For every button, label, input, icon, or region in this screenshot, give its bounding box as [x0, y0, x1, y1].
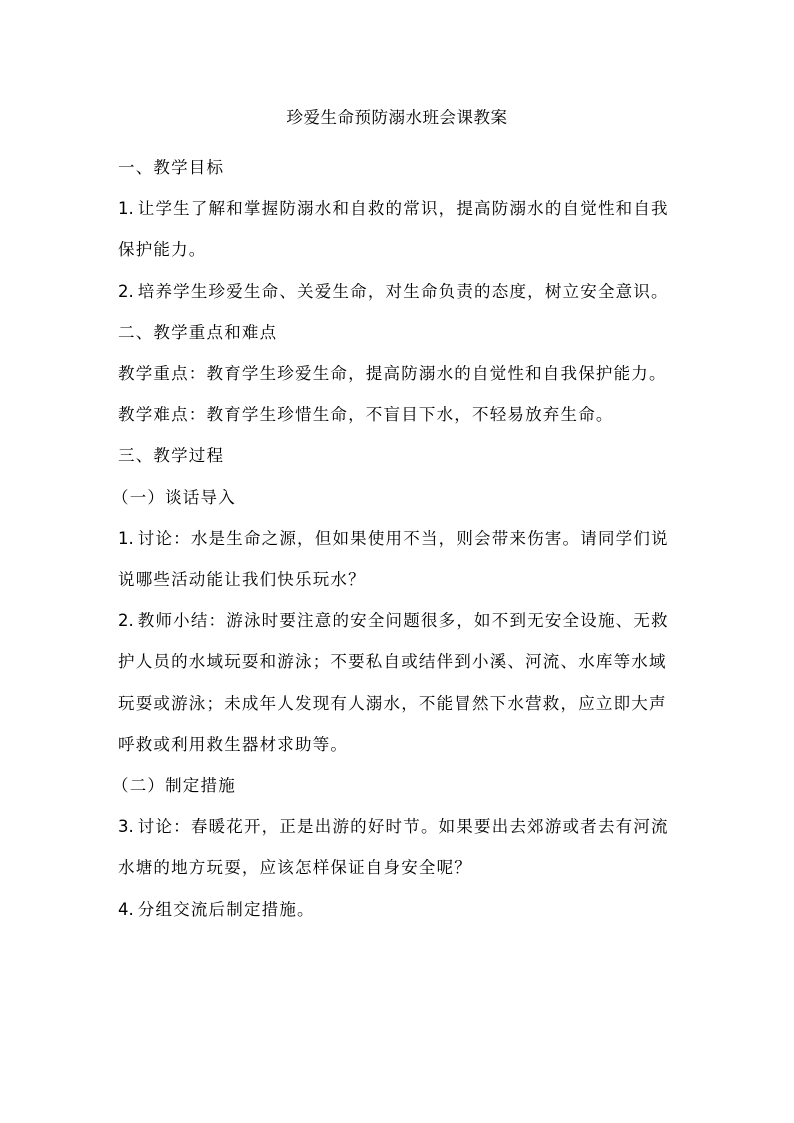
item-text: 分组交流后制定措施。 [137, 899, 315, 919]
section-heading-key-points: 二、教学重点和难点 [118, 322, 278, 342]
process-item-3 [118, 806, 684, 888]
objective-item-1 [118, 188, 684, 270]
objective-item-2 [118, 271, 684, 312]
item-number: 1. [118, 528, 134, 548]
item-text: 讨论：水是生命之源，但如果使用不当，则会带来伤害。请同学们说说哪些活动能让我们快乐玩水？ [118, 528, 669, 590]
document-body [112, 147, 684, 930]
process-item-2 [118, 600, 684, 765]
item-number: 4. [118, 899, 134, 919]
process-item-4 [118, 889, 684, 930]
item-number: 3. [118, 817, 134, 837]
process-item-1 [118, 518, 684, 600]
item-text: 让学生了解和掌握防溺水和自救的常识，提高防溺水的自觉性和自我保护能力。 [118, 199, 669, 260]
difficult-point-paragraph: 教学难点：教育学生珍惜生命，不盲目下水，不轻易放弃生命。 [118, 405, 614, 425]
key-point-paragraph: 教学重点：教育学生珍爱生命，提高防溺水的自觉性和自我保护能力。 [118, 364, 667, 384]
item-text: 教师小结：游泳时要注意的安全问题很多，如不到无安全设施、无救护人员的水域玩耍和游泳；不要私自或结伴到小溪、河流、水库等水域玩耍或游泳；未成年人发现有人溺水，不能冒然下水营救，应立即大声呼救或利用救生器材求助等。 [118, 611, 669, 754]
subsection-heading-measures: （二）制定措施 [112, 776, 236, 796]
item-number: 2. [118, 611, 134, 631]
item-number: 2. [118, 281, 134, 301]
document-title: 珍爱生命预防溺水班会课教案 [286, 108, 508, 127]
subsection-heading-intro: （一）谈话导入 [112, 487, 236, 507]
section-heading-process: 三、教学过程 [118, 446, 225, 466]
item-number: 1. [118, 199, 134, 219]
section-heading-objectives: 一、教学目标 [118, 158, 225, 177]
item-text: 培养学生珍爱生命、关爱生命，对生命负责的态度，树立安全意识。 [137, 281, 669, 301]
item-text: 讨论：春暖花开，正是出游的好时节。如果要出去郊游或者去有河流水塘的地方玩耍，应该怎样保证自身安全呢？ [118, 817, 669, 878]
